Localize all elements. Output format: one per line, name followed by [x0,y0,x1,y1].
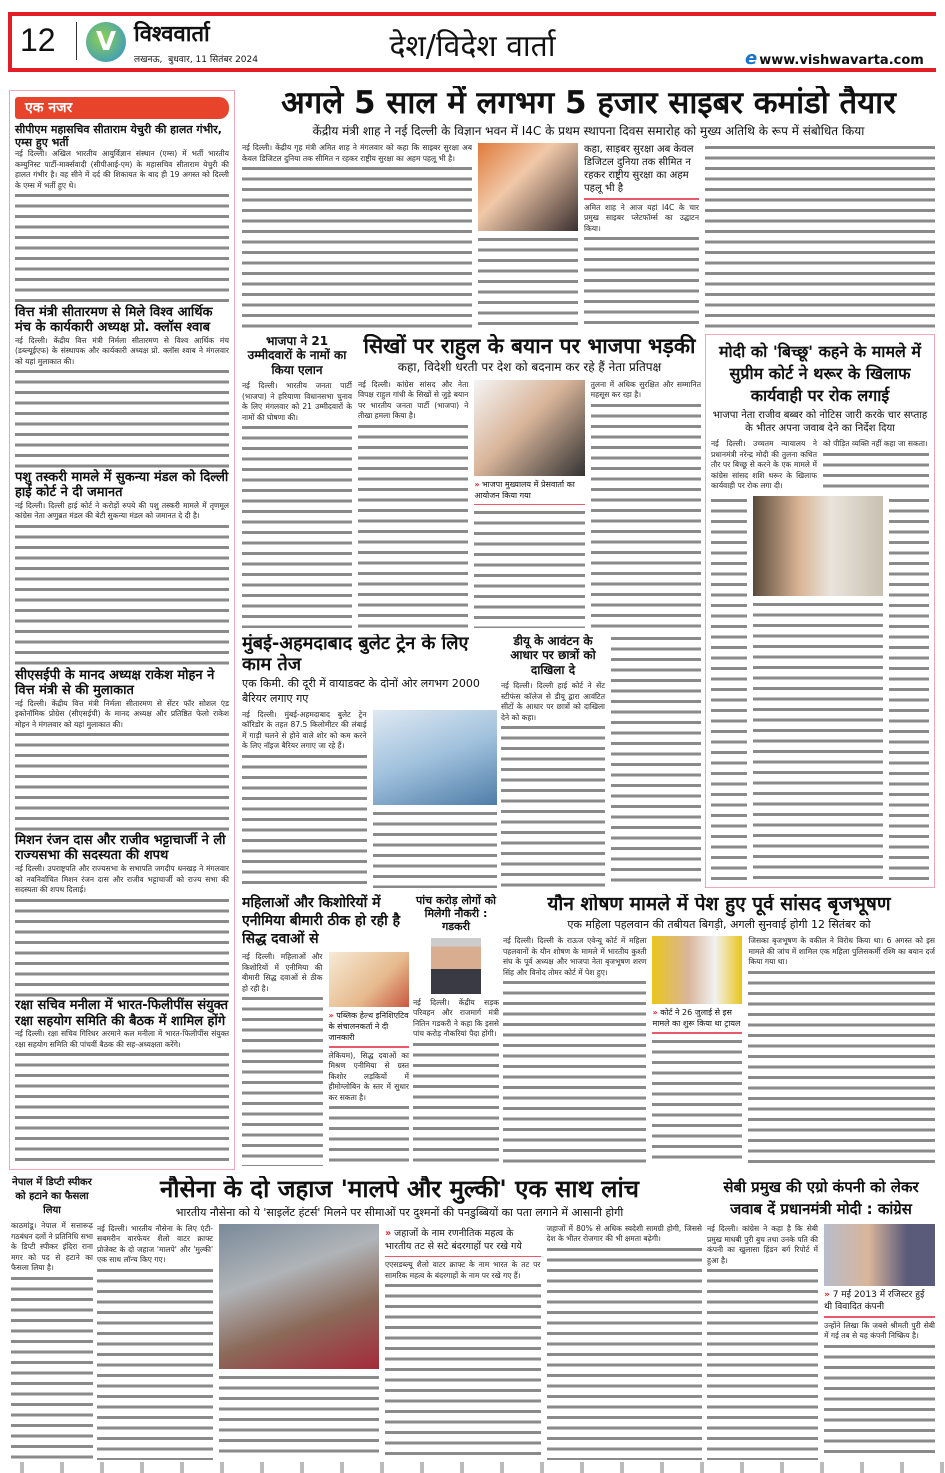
navy-body: नई दिल्ली। भारतीय नौसेना के लिए एंटी-सबमरीन वारफेयर शैलो वाटर क्राफ्ट प्रोजेक्ट के दो जहाज 'मालपे' और 'मुल्की' एक साथ लॉन्च किए गए। [97,1224,213,1460]
registration-marks-strip [0,1462,945,1473]
section-title: देश/विदेश वार्ता [389,29,556,64]
rahul-gandhi-photo [474,380,584,476]
ship-launch-photo [219,1224,379,1369]
sidebar-article: पशु तस्करी मामले में सुकन्या मंडल को दिल्ली हाई कोर्ट ने दी जमानत नई दिल्ली। दिल्ली हाई कोर्ट ने करोड़ों रुपये की पशु तस्करी मामले में तृणमूल कांग्रेस नेता अणुब्रत मंडल की बेटी सुकन्या मंडल को जमानत दे दी है। [15,470,229,668]
rahul-story [358,334,701,628]
sebi-body-col: उन्होंने लिखा कि जबसे श्रीमती पुरी सेबी में गई तब से यह कंपनी निष्क्रिय है। [824,1320,935,1340]
bjp-body: नई दिल्ली। भारतीय जनता पार्टी (भाजपा) ने हरियाणा विधानसभा चुनाव के लिए मंगलवार को 21 उम्मीदवारों के नामों की घोषणा की। [242,381,352,628]
brij-headline: यौन शोषण मामले में पेश हुए पूर्व सांसद बृजभूषण [547,894,891,915]
tharoor-story-box [705,334,935,888]
tharoor-photo-col [753,496,883,882]
rahul-photo-col [474,380,584,628]
brand-logo: V [86,22,126,62]
train-body: नई दिल्ली। मुंबई-अहमदाबाद बुलेट ट्रेन कॉरिडोर के तहत 87.5 किलोमीटर की लंबाई में गाड़ी चलने से होने वाले शोर को कम करने के लिए नॉइज बैरियर लगाए जा रहे हैं। [242,710,367,888]
navy-body-col: एएसडब्ल्यू शैलो वाटर क्राफ्ट के नाम भारत के तट पर सामरिक महत्व के बंदरगाहों के नाम पर रखे गए हैं। [385,1260,541,1280]
tharoor-body: नई दिल्ली। उच्चतम न्यायालय ने प्रधानमंत्री नरेन्द्र मोदी की तुलना कथित तौर पर बिच्छू से करने के एक मामले में कांग्रेस सांसद शशि थरूर के खिलाफ कार्यवाही पर रोक लगा दी। [711,439,817,490]
sidebar-article: मिशन रंजन दास और राजीव भट्टाचार्जी ने ली राज्यसभा की सदस्यता की शपथ नई दिल्ली। उपराष्ट्रपति और राज्यसभा के सभापति जगदीप धनखड़ ने मंगलवार को नवनिर्वाचित मिशन रंजन दास और राजीव भट्टाचार्जी को राज्य सभा की सदस्यता की शपथ दिलाई। [15,833,229,998]
navy-caption-col [385,1224,541,1460]
divider [652,1032,742,1034]
gadkari-headline: पांच करोड़ लोगों को मिलेगी नौकरी : गडकरी [416,894,496,934]
tharoor-body-col [711,496,747,882]
anemia-caption: » पब्लिक हेल्थ इनिशिएटिव के संचालनकर्ता ने दी जानकारी [328,1011,409,1042]
bullet-icon: » [652,1008,658,1018]
train-headline: मुंबई-अहमदाबाद बुलेट ट्रेन के लिए काम तेज [242,634,469,675]
brij-body: नई दिल्ली। दिल्ली के राऊज एवेन्यू कोर्ट में महिला पहलवानों के यौन शोषण के मामले में भारतीय कुश्ती संघ के पूर्व अध्यक्ष और भाजपा नेता बृजभूषण शरण सिंह और विनोद तोमर कोर्ट में पेश हुए। [503,936,646,1166]
train-photo-col [373,710,498,888]
navy-body-col: जहाजों में 80% से अधिक स्वदेशी सामग्री होगी, जिससे देश के भीतर रोजगार की भी क्षमता बढ़ेगी। [547,1224,703,1460]
bullet-icon: » [385,1227,392,1239]
lead-subheadline: केंद्रीय मंत्री शाह ने नई दिल्ली के विज्ञान भवन में I4C के प्रथम स्थापना दिवस समारोह को मुख्य अतिथि के रूप में संबोधित किया [312,123,865,138]
sebi-headline: सेबी प्रमुख की एग्रो कंपनी को लेकर जवाब दें प्रधानमंत्री मोदी : कांग्रेस [723,1178,919,1218]
navy-headline: नौसेना के दो जहाज 'मालपे और मुल्की' एक साथ लांच [159,1176,640,1203]
divider [385,1256,541,1258]
divider [474,504,584,506]
tharoor-headline: मोदी को 'बिच्छू' कहने के मामले में सुप्रीम कोर्ट ने थरूर के खिलाफ कार्यवाही पर रोक लगाई [718,342,922,405]
rahul-subheadline: कहा, विदेशी धरती पर देश को बदनाम कर रहे हैं नेता प्रतिपक्ष [397,360,662,375]
website-link[interactable]: e www.vishwavarta.com [745,48,924,69]
tharoor-supreme-court-photo [753,496,883,596]
brij-photo-col [652,936,742,1166]
anemia-story [242,894,409,1166]
bjp-headline: भाजपा ने 21 उम्मीदवारों के नामों का किया एलान [247,334,347,377]
brij-body-col: जिसका बृजभूषण के वकील ने विरोध किया था। 6 अगस्त को इस मामले की जांच में शामिल एक महिला पुलिसकर्मी रश्मि का बयान दर्ज किया गया था। [748,936,935,1166]
rahul-headline: सिखों पर राहुल के बयान पर भाजपा भड़की [363,334,696,358]
medicine-photo [329,952,410,1007]
du-body-col [611,634,701,888]
dateline: लखनऊ, बुधवार, 11 सितंबर 2024 [134,55,258,65]
bullet-icon: » [824,1290,830,1300]
rahul-body-col: तुलना में अधिक सुरक्षित और सम्मानित महसूस कर रहा है। [591,380,701,628]
navy-photo-col [219,1224,379,1460]
brij-bhushan-photo [652,936,742,1004]
sebi-story [707,1176,935,1460]
sidebar-article: वित्त मंत्री सीतारमण से मिले विश्व आर्थिक मंच के कार्यकारी अध्यक्ष प्रो. क्लॉस श्वाब नई दिल्ली। केंद्रीय वित्त मंत्री निर्मला सीतारमण से विश्व आर्थिक मंच (डब्ल्यूईएफ) के संस्थापक और कार्यकारी अध्यक्ष प्रो. क्लॉस श्वाब ने मंगलवार को यहां मुलाकात की। [15,305,229,470]
rahul-caption: » भाजपा मुख्यालय में प्रेसवार्ता का आयोजन किया गया [474,479,575,500]
gadkari-story [413,894,499,1166]
bjp-story [242,334,352,628]
sebi-photo-col [824,1224,935,1460]
sebi-caption: » 7 मई 2013 में रजिस्टर हुई थी विवादित कंपनी [824,1290,925,1312]
divider [76,22,77,60]
nepal-body: काठमांडू। नेपाल में सत्तारूढ़ गठबंधन दलों ने प्रतिनिधि सभा के डिप्टी स्पीकर इंदिरा राना मगर को पद से हटाने का फैसला लिया है। [11,1221,93,1272]
brij-subheadline: एक महिला पहलवान की तबीयत बिगड़ी, अगली सुनवाई होगी 12 सितंबर को [567,917,871,931]
amit-shah-photo [478,143,578,231]
rahul-body: नई दिल्ली। कांग्रेस सांसद और नेता विपक्ष राहुल गांधी के सिखों से जुड़े बयान पर भारतीय जनता पार्टी (भाजपा) ने तीखा हमला किया है। [358,380,468,628]
lead-headline: अगले 5 साल में लगभग 5 हजार साइबर कमांडो तैयार [281,86,896,121]
anemia-body: नई दिल्ली। महिलाओं और किशोरियों में एनीमिया की बीमारी सिद्ध दवाओं से ठीक हो रही है। [242,952,323,1166]
lead-pull-quote: कहा, साइबर सुरक्षा अब केवल डिजिटल दुनिया तक सीमित न रहकर राष्ट्रीय सुरक्षा का अहम पहलू भी है [584,144,694,195]
sidebar-article: सीपीएम महासचिव सीताराम येचुरी की हालत गंभीर, एम्स हुए भर्ती नई दिल्ली। अखिल भारतीय आयुर्विज्ञान संस्थान (एम्स) में भर्ती भारतीय कम्युनिस्ट पार्टी-मार्क्सवादी (सीपीआई-एम) के महासचिव सीताराम येचुरी की हालत गंभीर है। वह सीने में दर्द की शिकायत के बाद ही 19 अगस्त को दिल्ली के एम्स में भर्ती हुए थे। [15,123,229,305]
anemia-headline: महिलाओं और किशोरियों में एनीमिया बीमारी ठीक हो रही है सिद्ध दवाओं से [242,895,401,947]
sidebar-article: रक्षा सचिव मनीला में भारत-फिलीपींस संयुक्त रक्षा सहयोग समिति की बैठक में शामिल होंगे नई दिल्ली। रक्षा सचिव गिरिधर अरमाने कल मनीला में भारत-फिलीपींस संयुक्त रक्षा सहयोग समिति की पांचवीं बैठक की सह-अध्यक्षता करेंगे। [15,998,229,1163]
sidebar-title: एक नजर [15,97,229,119]
madhabi-puri-buch-photo [824,1224,935,1286]
lead-photo-col [478,143,578,328]
tharoor-body-col [889,496,929,882]
lead-body: नई दिल्ली। केंद्रीय गृह मंत्री अमित शाह ने मंगलवार को कहा कि साइबर सुरक्षा अब केवल डिजिटल दुनिया तक सीमित न रहकर राष्ट्रीय सुरक्षा का अहम पहलू भी है। [242,143,472,328]
du-story [501,634,701,888]
sidebar-ek-nazar [9,90,235,1170]
lead-body-col [705,143,935,328]
train-story [242,634,497,888]
lead-quote-col: कहा, साइबर सुरक्षा अब केवल डिजिटल दुनिया तक सीमित न रहकर राष्ट्रीय सुरक्षा का अहम पहलू भी है अमित शाह ने आज यहां I4C के चार प्रमुख साइबर प्लेटफॉर्म्स का उद्घाटन किया। [584,143,699,328]
sidebar-article: सीएसईपी के मानद अध्यक्ष राकेश मोहन ने वित्त मंत्री से की मुलाकात नई दिल्ली। केंद्रीय वित्त मंत्री निर्मला सीतारमण से सेंटर फॉर सोशल एंड इकोनॉमिक प्रोग्रेस (सीएसईपी) के मानद अध्यक्ष और प्रतिष्ठित फेलो राकेश मोहन ने मंगलवार को यहां मुलाकात की। [15,668,229,833]
gadkari-photo [431,938,481,994]
du-body: डीयू के आवंटन के आधार पर छात्रों को दाखिला दे नई दिल्ली। दिल्ली हाई कोर्ट ने सेंट स्टीफंस कॉलेज से डीयू द्वारा आवंटित सीटों के आधार पर छात्रों को दाखिला देने को कहा। [501,634,605,888]
du-headline: डीयू के आवंटन के आधार पर छात्रों को दाखिला दे [510,634,596,677]
lead-story [242,86,935,328]
navy-subheadline: भारतीय नौसेना को ये 'साइलेंट हंटर्स' मिलने पर सीमाओं पर दुश्मनों की पनडुब्बियों का पता लगाने में आसानी होगी [175,1205,624,1219]
gadkari-body: नई दिल्ली। केंद्रीय सड़क परिवहन और राजमार्ग मंत्री नितिन गडकरी ने कहा कि इससे पांच करोड़ नौकरियां पैदा होंगी। [413,997,499,1039]
tharoor-body-col: को पीड़ित व्यक्ति नहीं कहा जा सकता। [823,439,929,492]
anemia-photo-col [329,952,410,1166]
anemia-body-col: लेकियम), सिद्ध दवाओं का मिश्रण एनीमिया से ग्रस्त किशोर लड़कियों में हीमोग्लोबिन के स्तर में सुधार कर सकता है। [328,1050,409,1102]
browser-icon: e [745,48,758,69]
divider [584,198,699,200]
brand-name: विश्ववार्ता [134,22,210,47]
bullet-train-photo [373,710,498,805]
bullet-icon: » [474,479,480,489]
navy-story [97,1176,702,1460]
tharoor-subheadline: भाजपा नेता राजीव बब्बर को नोटिस जारी करके चार सप्ताह के भीतर अपना जवाब देने का निर्देश दिया [712,410,928,434]
brij-caption: » कोर्ट ने 26 जुलाई से इस मामले का शुरू किया था ट्रायल [652,1008,741,1029]
divider [329,1046,410,1048]
gadkari-body-col [413,1040,499,1166]
sebi-body: नई दिल्ली। कांग्रेस ने कहा है कि सेबी प्रमुख माधबी पुरी बुच तथा उनके पति की कंपनी का खुलासा हिंडन बर्ग रिपोर्ट में हुआ है। [707,1224,818,1460]
bullet-icon: » [328,1011,334,1020]
page-number: 12 [20,22,56,58]
brij-story [503,894,935,1166]
navy-caption: » जहाजों के नाम रणनीतिक महत्व के भारतीय तट से सटे बंदरगाहों पर रखे गये [385,1227,522,1252]
nepal-story [11,1176,93,1460]
divider [824,1316,935,1318]
train-subheadline: एक किमी. की दूरी में वायाडक्ट के दोनों ओर लगभग 2000 बैरियर लगाए गए [242,677,480,705]
nepal-headline: नेपाल में डिप्टी स्पीकर को हटाने का फैसला लिया [12,1177,92,1216]
